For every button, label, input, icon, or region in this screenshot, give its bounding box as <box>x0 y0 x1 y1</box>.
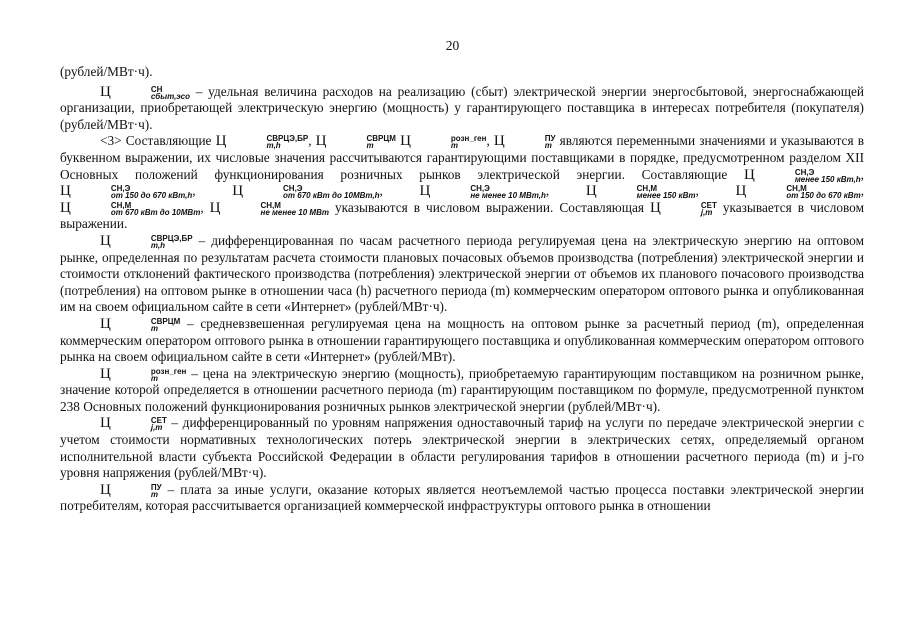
symbol-superscript: СН,М <box>786 184 807 194</box>
symbol-base: Ц <box>100 232 111 249</box>
symbol-subscript: m <box>150 489 158 499</box>
symbol-base: Ц <box>60 199 71 216</box>
symbol-superscript: СВРЦМ <box>150 316 181 326</box>
text-run: являются переменными значениями и указываются в буквенном выражении, их числовые значения рассчитываются гарантирующими поставщиками в порядке, предусмотренном разделом XII Основных положений функционирования розничных рынков электрической энергии. Составляющие <box>60 133 864 182</box>
symbol-superscript: ПУ <box>544 134 556 144</box>
formula-symbol <box>60 200 200 215</box>
symbol-superscript: розн_ген <box>450 134 487 144</box>
symbol-base: Ц <box>585 183 597 200</box>
symbol-superscript: СН,М <box>260 200 281 210</box>
text-run: , <box>545 183 586 199</box>
formula-symbol <box>215 133 309 151</box>
symbol-superscript: СН,Э <box>794 167 815 177</box>
symbol-subscript: от 670 кВт до 10МВт,h <box>283 191 380 201</box>
symbol-subscript: менее 150 кВт,h <box>794 174 861 184</box>
symbol-base: Ц <box>100 481 111 498</box>
text-run: – плата за иные услуги, оказание которых является неотъемлемой частью процесса поставки электрической энергии потребителям, которая рассчитывается организацией коммерческой инфраструктуры оптового рынка в отношении <box>60 481 864 514</box>
formula-symbol <box>419 183 546 201</box>
symbol-superscript: СН,М <box>636 184 658 194</box>
paragraph-p6 <box>60 415 864 481</box>
symbol-subscript: не менее 10 МВт <box>260 207 329 217</box>
symbol-base: Ц <box>400 133 411 150</box>
symbol-subscript: m,h <box>150 240 166 250</box>
text-run: указывается в числовом выражении. <box>60 199 864 232</box>
formula-symbol <box>744 167 861 182</box>
formula-symbol <box>210 200 329 215</box>
symbol-subscript: менее 150 кВт <box>636 191 696 201</box>
symbol-base: Ц <box>100 83 111 100</box>
symbol-base: Ц <box>743 166 755 183</box>
paragraph-p2 <box>60 133 864 233</box>
formula-symbol <box>60 183 193 201</box>
formula-symbol <box>100 482 162 497</box>
formula-symbol <box>100 233 193 248</box>
paragraph-p4 <box>60 316 864 366</box>
formula-symbol <box>493 133 556 151</box>
formula-symbol <box>100 415 167 433</box>
document-body <box>60 64 864 515</box>
formula-symbol <box>100 316 180 331</box>
paragraph-p7 <box>60 482 864 515</box>
symbol-subscript: j,m <box>150 423 163 433</box>
text-run: <3> Составляющие <box>100 133 216 149</box>
formula-symbol <box>100 366 186 381</box>
formula-symbol <box>585 183 696 201</box>
symbol-subscript: от 150 до 670 кВт,h <box>110 191 193 201</box>
symbol-base: Ц <box>419 183 431 200</box>
text-run: , <box>860 183 865 199</box>
symbol-superscript: СН,Э <box>470 184 490 194</box>
symbol-subscript: m <box>366 141 374 151</box>
symbol-base: Ц <box>735 183 747 200</box>
symbol-superscript: СЕТ <box>150 416 167 426</box>
page-number: 20 <box>445 38 460 53</box>
text-run: , <box>860 166 864 182</box>
symbol-subscript: m <box>450 141 459 151</box>
symbol-superscript: розн_ген <box>150 366 187 376</box>
formula-symbol <box>315 133 396 151</box>
symbol-subscript: от 670 кВт до 10МВт <box>110 207 201 217</box>
symbol-subscript: m <box>544 141 552 151</box>
text-run: (рублей/МВт·ч). <box>60 64 153 79</box>
text-run: , <box>308 133 316 149</box>
symbol-superscript: ПУ <box>150 482 162 492</box>
paragraph-p1 <box>60 84 864 134</box>
symbol-subscript: не менее 10 МВт,h <box>470 191 546 201</box>
formula-symbol <box>735 183 861 201</box>
text-run: , <box>192 183 233 199</box>
symbol-superscript: СВРЦЭ,БР <box>150 233 193 243</box>
symbol-base: Ц <box>232 183 244 200</box>
symbol-subscript: j,m <box>700 207 713 217</box>
symbol-subscript: m <box>150 373 158 383</box>
text-run: – дифференцированная по часам расчетного периода регулируемая цена на электрическую энергию на оптовом рынке, определенная по результатам расчета стоимости плановых почасовых объемов производства (потребления) электрической энергии и стоимости отклонений фактического производства (потребления) электрической энергии от объемов их планового почасового производства (потребления) на оптовом рынке в отношении часа (h) расчетного периода (m) коммерческим оператором оптового рынка и опубликованная им на своем официальном сайте в сети «Интернет» (рублей/МВт·ч). <box>60 232 864 315</box>
symbol-subscript: m <box>150 323 158 333</box>
paragraph-p0 <box>60 64 864 81</box>
text-run: указываются в числовом выражении. Составляющая <box>328 199 650 215</box>
text-run: , <box>486 133 494 149</box>
symbol-base: Ц <box>209 199 221 216</box>
symbol-superscript: СВРЦЭ,БР <box>266 134 309 144</box>
symbol-subscript: сбыт,эсо <box>150 91 190 101</box>
formula-symbol <box>650 200 717 215</box>
symbol-superscript: СН,Э <box>110 184 131 194</box>
symbol-superscript: СН,Э <box>283 184 303 194</box>
symbol-superscript: СН,М <box>110 200 132 210</box>
symbol-superscript: СН <box>150 84 163 94</box>
paragraph-p5 <box>60 366 864 416</box>
symbol-base: Ц <box>60 183 71 200</box>
formula-symbol <box>232 183 380 201</box>
paragraph-p3 <box>60 233 864 316</box>
symbol-base: Ц <box>493 133 505 150</box>
symbol-base: Ц <box>315 133 327 150</box>
symbol-subscript: от 150 до 670 кВт <box>786 191 861 201</box>
symbol-base: Ц <box>650 199 661 216</box>
symbol-superscript: СЕТ <box>700 200 717 210</box>
symbol-base: Ц <box>100 365 111 382</box>
text-run: , <box>379 183 420 199</box>
text-run: – удельная величина расходов на реализацию (сбыт) электрической энергии энергосбытовой, энергоснабжающей организации, приобретающей электрическую энергию (мощность) у гарантирующего поставщика в интересах потребителя (покупателя) (рублей/МВт·ч). <box>60 83 864 132</box>
symbol-base: Ц <box>100 415 111 432</box>
text-run: , <box>695 183 736 199</box>
text-run: , <box>200 199 210 215</box>
formula-symbol <box>400 133 487 151</box>
symbol-base: Ц <box>100 315 111 332</box>
symbol-base: Ц <box>215 133 227 150</box>
formula-symbol <box>100 84 190 99</box>
text-run: – цена на электрическую энергию (мощность), приобретаемую гарантирующим поставщиком на розничном рынке, значение которой определяется в отношении расчетного периода (m) гарантирующим поставщиком по формуле, предусмотренной пунктом 238 Основных положений функционирования розничных рынков электрической энергии (рублей/МВт·ч). <box>60 365 864 414</box>
text-run: – средневзвешенная регулируемая цена на мощность на оптовом рынке за расчетный период (m), определенная коммерческим оператором оптового рынка в отношении гарантирующего поставщика и опубликованная коммерческим оператором оптового рынка на своем официальном сайте в сети «Интернет» (рублей/МВт). <box>60 315 864 365</box>
symbol-subscript: m,h <box>266 141 281 151</box>
text-run: – дифференцированный по уровням напряжения одноставочный тариф на услуги по передаче электрической энергии с учетом стоимости нормативных технологических потерь электрической энергии в электрических сетях, определяемый органом исполнительной власти субъекта Российской Федерации в области регулирования тарифов в отношении расчетного периода (m) и j-го уровня напряжения (рублей/МВт·ч). <box>60 415 864 481</box>
symbol-superscript: СВРЦМ <box>366 134 396 144</box>
